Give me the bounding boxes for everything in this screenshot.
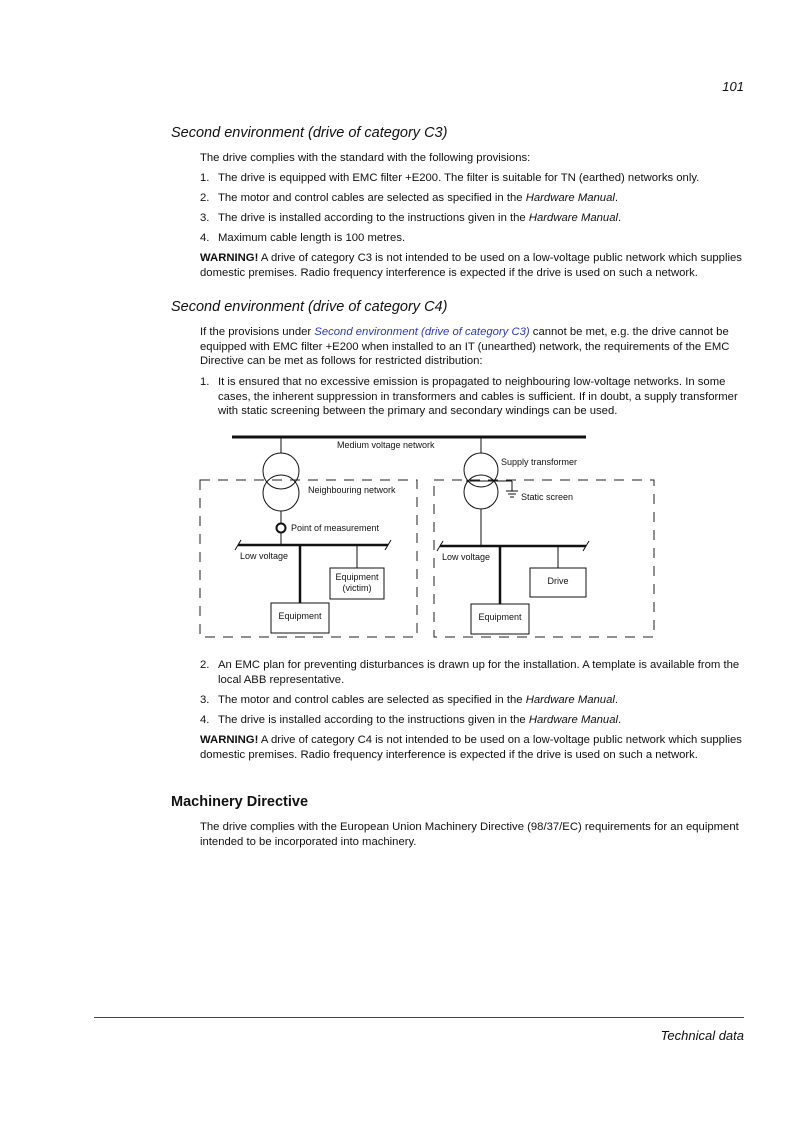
c4-warning <box>200 733 745 762</box>
equipment-left-label: Equipment <box>278 611 322 621</box>
c4-list-item-3 <box>200 693 745 708</box>
c4-list-item-2 <box>200 658 745 687</box>
point-of-measurement-marker <box>277 524 286 533</box>
intro-text-end: cannot be met, e.g. the drive cannot be equipped with EMC filter +E200 when installed to an IT (unearthed) network, the requirements of the EMC Directive can be met as follows for restricted distribution: <box>200 326 730 368</box>
c3-list-item-1 <box>200 171 745 186</box>
list-text-start: The motor and control cables are selected as specified in the <box>218 694 526 706</box>
c3-list-item-3 <box>200 211 745 226</box>
list-text-end: . <box>614 192 619 204</box>
list-number: 4. <box>200 714 210 726</box>
manual-reference: Hardware Manual <box>525 694 615 706</box>
list-text-start: The drive is installed according to the instructions given in the <box>218 212 529 224</box>
list-number: 4. <box>200 232 210 244</box>
medium-voltage-label: Medium voltage network <box>337 440 435 450</box>
equipment-right-label: Equipment <box>478 612 522 622</box>
list-number: 3. <box>200 212 210 224</box>
warning-label: WARNING! <box>200 734 259 746</box>
right-transformer-secondary <box>464 475 498 509</box>
footer-section-label: Technical data <box>660 1028 744 1043</box>
point-of-measurement-label: Point of measurement <box>291 523 380 533</box>
list-text: Maximum cable length is 100 metres. <box>218 232 406 244</box>
list-text-start: The motor and control cables are selected as specified in the <box>218 192 526 204</box>
list-text-end: . <box>618 714 622 726</box>
list-text <box>218 211 745 226</box>
warning-text: A drive of category C4 is not intended to be used on a low-voltage public network which supplies domestic premises. Radio frequency interference is expected if the drive is used on such a network. <box>200 734 742 761</box>
equipment-victim-label-2: (victim) <box>342 583 372 593</box>
emc-network-diagram <box>190 430 670 645</box>
list-number: 1. <box>200 172 210 184</box>
list-text: The drive is equipped with EMC filter +E200. The filter is suitable for TN (earthed) networks only. <box>218 172 700 184</box>
c4-list-item-4 <box>200 713 745 728</box>
machinery-heading: Machinery Directive <box>171 794 309 810</box>
static-screen-label: Static screen <box>521 492 574 502</box>
warning-text: A drive of category C3 is not intended to be used on a low-voltage public network which supplies domestic premises. Radio frequency interference is expected if the drive is used on such a network. <box>200 252 742 279</box>
list-text <box>218 693 745 708</box>
c3-list-item-4 <box>200 231 745 246</box>
list-number: 2. <box>200 659 210 671</box>
manual-reference: Hardware Manual <box>528 212 619 224</box>
list-text <box>218 713 745 728</box>
list-number: 3. <box>200 694 210 706</box>
list-text-end: . <box>618 212 622 224</box>
c4-list-item-1 <box>200 375 745 419</box>
list-number: 1. <box>200 376 210 388</box>
page-number: 101 <box>722 79 744 94</box>
c4-intro <box>200 325 745 369</box>
drive-label: Drive <box>547 576 569 586</box>
low-voltage-right-label: Low voltage <box>442 552 491 562</box>
neighbouring-network-label: Neighbouring network <box>308 485 396 495</box>
list-text: It is ensured that no excessive emission is propagated to neighbouring low-voltage networks. In some cases, the inherent suppression in transformers and cables is sufficient. If in doubt, a supply transformer with static screening between the primary and secondary windings can be used. <box>218 376 738 418</box>
list-text-start: The drive is installed according to the instructions given in the <box>218 714 529 726</box>
machinery-text: The drive complies with the European Union Machinery Directive (98/37/EC) requirements for an equipment intended to be incorporated into machinery. <box>200 821 739 848</box>
c3-heading: Second environment (drive of category C3) <box>171 125 448 141</box>
footer-rule <box>94 1017 744 1018</box>
list-text: An EMC plan for preventing disturbances is drawn up for the installation. A template is available from the local ABB representative. <box>218 659 740 686</box>
manual-reference: Hardware Manual <box>525 192 615 204</box>
c3-intro: The drive complies with the standard with the following provisions: <box>200 152 531 164</box>
c3-list-item-2 <box>200 191 745 206</box>
left-transformer-primary <box>263 453 299 489</box>
intro-text-start: If the provisions under <box>200 326 315 338</box>
c4-heading: Second environment (drive of category C4) <box>171 299 448 315</box>
warning-label: WARNING! <box>200 252 259 264</box>
list-number: 2. <box>200 192 210 204</box>
list-text-end: . <box>614 694 619 706</box>
c3-warning <box>200 251 745 280</box>
manual-reference: Hardware Manual <box>528 714 619 726</box>
equipment-victim-label-1: Equipment <box>335 572 379 582</box>
list-text <box>218 191 745 206</box>
c3-section-link[interactable]: Second environment (drive of category C3) <box>314 326 530 338</box>
supply-transformer-label: Supply transformer <box>501 457 578 467</box>
low-voltage-left-label: Low voltage <box>240 551 289 561</box>
right-transformer-primary <box>464 453 498 487</box>
